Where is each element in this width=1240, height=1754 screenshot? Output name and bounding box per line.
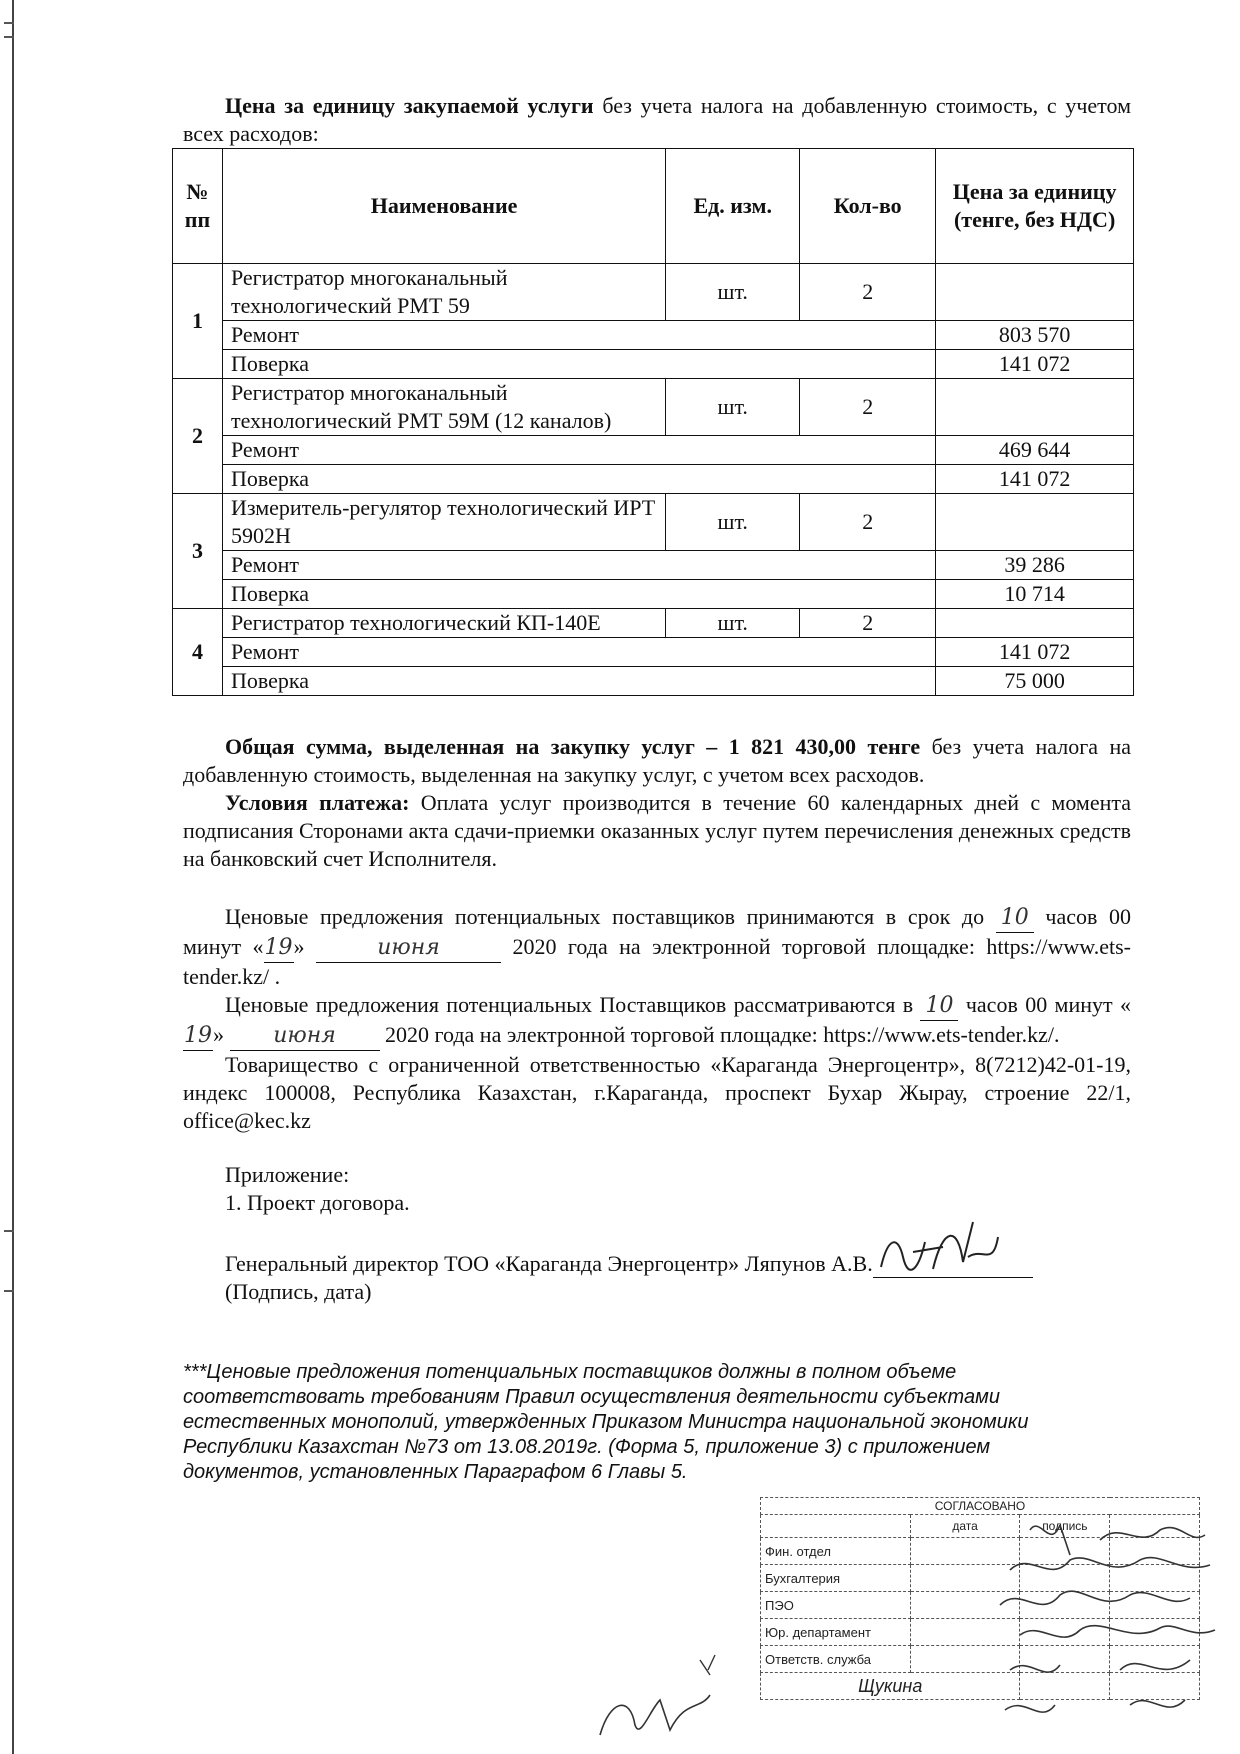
offers-review-text-4: 2020 года на электронной торговой площадке: https://www.ets-tender.kz/.	[385, 1022, 1060, 1047]
total-paragraph	[183, 733, 1131, 789]
item-name: Измеритель-регулятор технологический ИРТ 5902Н	[222, 494, 665, 551]
scan-edge-mark	[4, 1230, 14, 1232]
header-qty: Кол-во	[800, 149, 936, 264]
payment-rest: Оплата услуг производится в течение 60 календарных дней с момента подписания Сторонами акта сдачи-приемки оказанных услуг путем перечисления денежных средств на банковский счет Исполнителя.	[183, 790, 1132, 871]
service-label: Ремонт	[222, 638, 935, 667]
total-bold: Общая сумма, выделенная на закупку услуг – 1 821 430,00 тенге	[225, 734, 921, 759]
intro-paragraph	[183, 92, 1131, 148]
header-unit: Ед. изм.	[666, 149, 800, 264]
service-price: 803 570	[936, 321, 1134, 350]
service-price: 75 000	[936, 667, 1134, 696]
offers-accept-text-4: 2020 года на электронной торговой площадке: https://www.ets-tender.kz/ .	[183, 934, 1131, 989]
header-num: № пп	[173, 149, 223, 264]
spacer	[183, 1135, 1131, 1161]
approval-row-label: Юр. департамент	[761, 1619, 911, 1646]
handwritten-month: июня	[230, 1022, 380, 1051]
approval-title: СОГЛАСОВАНО	[761, 1498, 1200, 1515]
item-qty: 2	[800, 494, 936, 551]
item-price-empty	[936, 609, 1134, 638]
service-price: 141 072	[936, 638, 1134, 667]
appendix-title: Приложение:	[225, 1162, 350, 1187]
item-qty: 2	[800, 264, 936, 321]
item-price-empty	[936, 264, 1134, 321]
table-row	[173, 465, 1134, 494]
item-number: 2	[173, 379, 223, 494]
offers-review-text-3: »	[213, 1022, 224, 1047]
signature-text: Генеральный директор ТОО «Караганда Энергоцентр» Ляпунов А.В.	[225, 1251, 873, 1276]
offers-accept-paragraph	[183, 903, 1131, 991]
item-name: Регистратор многоканальный технологический РМТ 59М (12 каналов)	[222, 379, 665, 436]
approval-row-label: Ответств. служба	[761, 1646, 911, 1673]
handwritten-month: июня	[316, 934, 501, 963]
item-number: 3	[173, 494, 223, 609]
offers-accept-text-3: »	[293, 934, 305, 959]
service-label: Ремонт	[222, 551, 935, 580]
table-row	[173, 264, 1134, 321]
table-row	[173, 609, 1134, 638]
table-row	[173, 321, 1134, 350]
lower-left-signature-scribble	[590, 1640, 740, 1750]
offers-accept-text-2: часов 00 минут «	[183, 904, 1132, 959]
payment-paragraph	[183, 789, 1131, 873]
signature-scribble	[873, 1217, 1033, 1277]
item-qty: 2	[800, 609, 936, 638]
signature-caption: (Подпись, дата)	[225, 1279, 372, 1304]
service-price: 10 714	[936, 580, 1134, 609]
table-row	[173, 494, 1134, 551]
item-qty: 2	[800, 379, 936, 436]
service-label: Поверка	[222, 465, 935, 494]
scan-edge-mark	[4, 22, 14, 24]
body-text	[183, 733, 1131, 1306]
offers-review-paragraph	[183, 991, 1131, 1051]
item-name: Регистратор технологический КП-140Е	[222, 609, 665, 638]
item-number: 1	[173, 264, 223, 379]
scan-edge-line	[12, 0, 14, 1754]
item-unit: шт.	[666, 609, 800, 638]
scan-edge-mark	[4, 1290, 14, 1292]
table-row	[173, 551, 1134, 580]
offers-review-text-2: часов 00 минут «	[965, 992, 1132, 1017]
header-name: Наименование	[222, 149, 665, 264]
footnote: ***Ценовые предложения потенциальных поставщиков должны в полном объеме соответствовать требованиям Правил осуществления деятельности субъектами естественных монополий, утвержденных Приказом Министра национальной экономики Республики Казахстан №73 от 13.08.2019г. (Форма 5, приложение 3) с приложением документов, установленных Параграфом 6 Главы 5.	[183, 1361, 1029, 1483]
scan-edge-mark	[4, 36, 14, 38]
approval-row-label: ПЭО	[761, 1592, 911, 1619]
company-paragraph: Товарищество с ограниченной ответственностью «Караганда Энергоцентр», 8(7212)42-01-19, индекс 100008, Республика Казахстан, г.Караганда, проспект Бухар Жырау, строение 22/1, office@kec.kz	[183, 1052, 1131, 1133]
item-unit: шт.	[666, 379, 800, 436]
service-label: Поверка	[222, 580, 935, 609]
spacer	[183, 873, 1131, 903]
item-unit: шт.	[666, 264, 800, 321]
item-price-empty	[936, 494, 1134, 551]
handwritten-hour: 10	[996, 904, 1034, 933]
approval-signatures-scribble	[990, 1510, 1230, 1740]
payment-bold: Условия платежа:	[225, 790, 410, 815]
service-label: Ремонт	[222, 436, 935, 465]
signature-line	[183, 1243, 1131, 1278]
handwritten-day: 19	[264, 934, 294, 963]
handwritten-hour: 10	[920, 992, 958, 1021]
total-rest: без учета налога на добавленную стоимость, выделенная на закупку услуг, с учетом всех расходов.	[183, 734, 1131, 787]
approval-col-sign: подпись	[1020, 1515, 1110, 1538]
offers-accept-text-1: Ценовые предложения потенциальных поставщиков принимаются в срок до	[225, 904, 985, 929]
approval-row-label: Бухгалтерия	[761, 1565, 911, 1592]
header-price: Цена за единицу (тенге, без НДС)	[936, 149, 1134, 264]
approval-handwritten-name: Щукина	[761, 1673, 1020, 1700]
intro-rest: без учета налога на добавленную стоимость, с учетом всех расходов:	[183, 93, 1131, 146]
handwritten-day: 19	[183, 1022, 213, 1051]
signature-field	[873, 1243, 1033, 1278]
offers-review-text-1: Ценовые предложения потенциальных Поставщиков рассматриваются в	[225, 992, 914, 1017]
price-table-header-row	[173, 149, 1134, 264]
service-price: 469 644	[936, 436, 1134, 465]
approval-row-label: Фин. отдел	[761, 1538, 911, 1565]
service-price: 39 286	[936, 551, 1134, 580]
table-row	[173, 667, 1134, 696]
approval-col-date: дата	[910, 1515, 1020, 1538]
intro-bold: Цена за единицу закупаемой услуги	[225, 93, 594, 118]
item-name: Регистратор многоканальный технологический РМТ 59	[222, 264, 665, 321]
service-label: Поверка	[222, 667, 935, 696]
service-label: Ремонт	[222, 321, 935, 350]
item-price-empty	[936, 379, 1134, 436]
table-row	[173, 436, 1134, 465]
price-table	[172, 148, 1134, 696]
service-price: 141 072	[936, 350, 1134, 379]
table-row	[173, 580, 1134, 609]
table-row	[173, 350, 1134, 379]
approval-col-dept	[761, 1515, 911, 1538]
appendix-item: 1. Проект договора.	[225, 1190, 410, 1215]
item-unit: шт.	[666, 494, 800, 551]
service-label: Поверка	[222, 350, 935, 379]
table-row	[173, 379, 1134, 436]
item-number: 4	[173, 609, 223, 696]
table-row	[173, 638, 1134, 667]
service-price: 141 072	[936, 465, 1134, 494]
